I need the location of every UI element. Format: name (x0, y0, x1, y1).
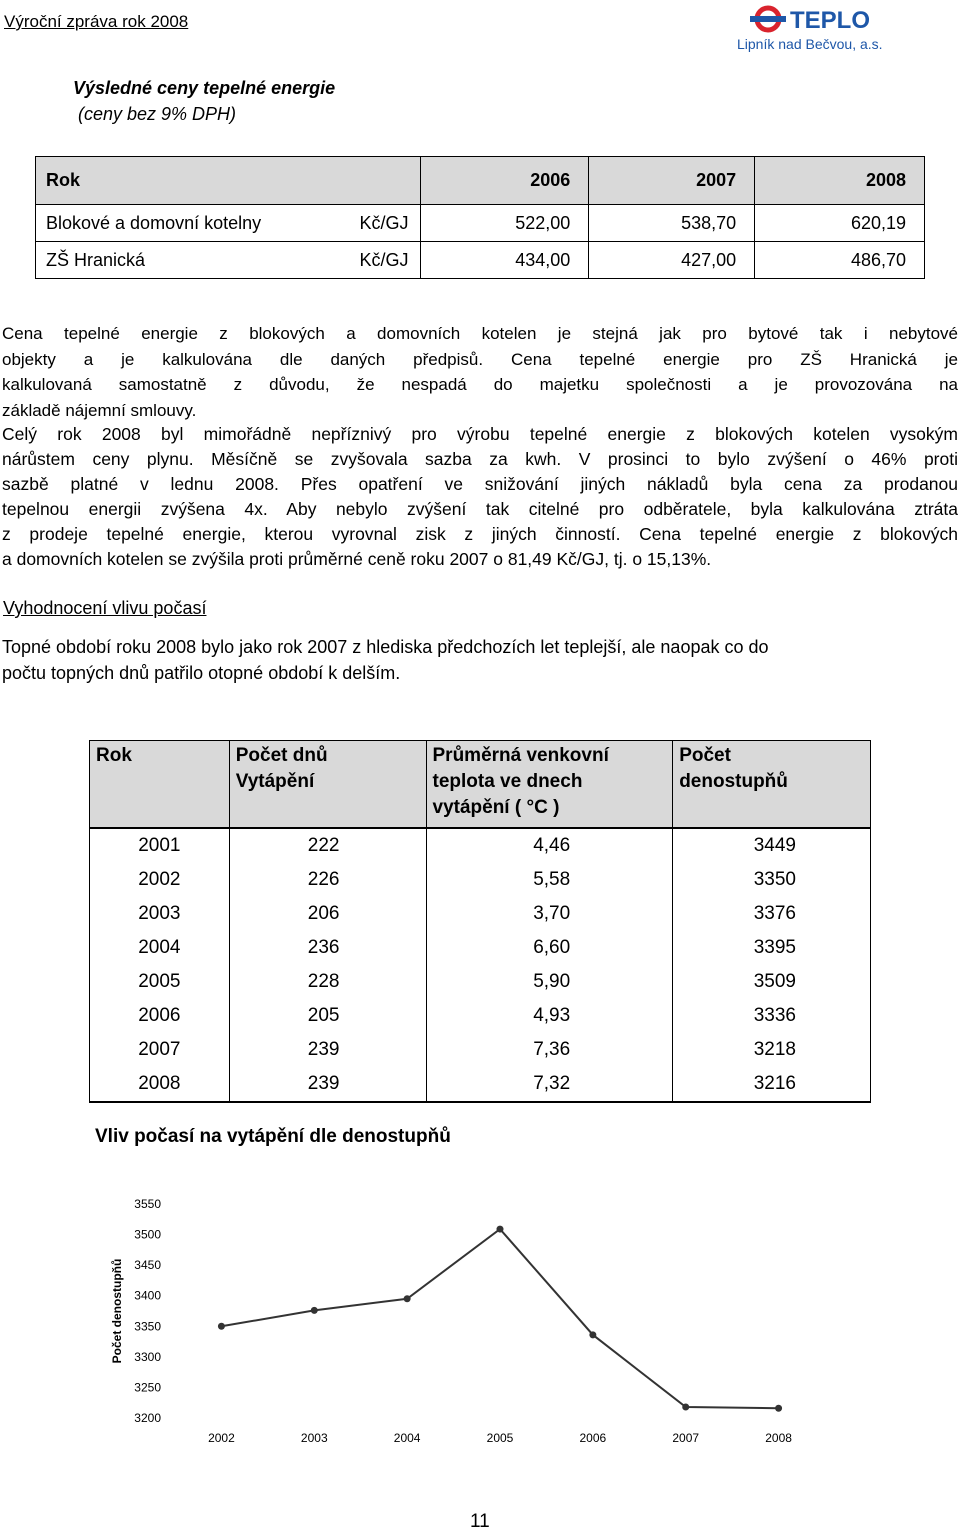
table-row (36, 242, 925, 279)
text-line: objekty a je kalkulována dle daných předpisů. Cena tepelné energie pro ZŠ Hranická je (2, 349, 958, 369)
days-cell: 228 (229, 965, 426, 999)
days-cell: 239 (229, 1033, 426, 1067)
data-point (682, 1403, 689, 1410)
days-cell: 205 (229, 999, 426, 1033)
y-tick-label: 3350 (134, 1319, 161, 1334)
header-line: Počet (679, 745, 731, 766)
degree-days-cell: 3509 (673, 965, 871, 999)
degree-days-cell: 3449 (673, 828, 871, 863)
x-tick-label: 2002 (208, 1431, 235, 1445)
text-line: Celý rok 2008 byl mimořádně nepříznivý pro výrobu tepelné energie z blokových kotelen vysokým (2, 424, 958, 444)
logo-text: TEPLO (790, 7, 871, 34)
degree-days-cell: 3336 (673, 999, 871, 1033)
text-line: sazbě platné v lednu 2008. Přes opatření ve snižování jiných nákladů byla cena za prodanou (2, 474, 958, 494)
days-cell: 236 (229, 931, 426, 965)
table-row (90, 965, 871, 999)
x-tick-label: 2004 (393, 1431, 421, 1445)
row-unit: Kč/GJ (359, 249, 409, 270)
text-line: Topné období roku 2008 bylo jako rok 2007 z hlediska předchozích let teplejší, ale naopak co do (2, 637, 769, 657)
year-cell: 2002 (90, 863, 230, 897)
table-cell: 427,00 (589, 242, 755, 279)
table-cell: 538,70 (589, 205, 755, 242)
degree-days-cell: 3350 (673, 863, 871, 897)
paragraph-pricing (2, 321, 958, 423)
header-line: Rok (96, 745, 132, 766)
series-line (221, 1229, 778, 1408)
text-line: nárůstem ceny plynu. Měsíčně se zvyšovala sazba za kwh. V prosinci to bylo zvýšení o 46% proti (2, 449, 958, 469)
header-line: Vytápění (235, 771, 315, 792)
weather-paragraph (2, 634, 769, 686)
data-point (775, 1405, 782, 1412)
section-title: Výsledné ceny tepelné energie (73, 78, 336, 98)
text-line: tepelnou energii zvýšena 4x. Aby nebylo zvýšení tak citelné pro odběratele, byla kalkulována ztráta (2, 499, 958, 519)
year-cell: 2001 (90, 828, 230, 863)
y-tick-label: 3450 (134, 1258, 161, 1273)
header-line: Počet dnů (235, 745, 328, 766)
y-tick-label: 3400 (134, 1288, 161, 1303)
text-line: počtu topných dnů patřilo otopné období k delším. (2, 663, 401, 683)
row-label-cell (36, 242, 421, 279)
text-line: Cena tepelné energie z blokových a domovních kotelen je stejná jak pro bytové tak i nebytové (2, 324, 958, 343)
company-logo (748, 4, 918, 34)
row-unit: Kč/GJ (359, 212, 409, 233)
x-tick-label: 2008 (765, 1431, 792, 1445)
header-line: teplota ve dnech (432, 771, 583, 792)
table-row (90, 897, 871, 931)
temperature-cell: 4,46 (426, 828, 673, 863)
year-cell: 2005 (90, 965, 230, 999)
degree-days-chart (95, 1190, 835, 1460)
header-cell (673, 741, 871, 829)
text-line: kalkulovaná samostatně z důvodu, že nespadá do majetku společnosti a je provozována na (2, 375, 958, 394)
page-number: 11 (470, 1511, 490, 1532)
price-table (35, 156, 925, 279)
days-cell: 222 (229, 828, 426, 863)
year-cell: 2004 (90, 931, 230, 965)
row-label: Blokové a domovní kotelny (46, 212, 262, 233)
degree-days-table (89, 740, 871, 1103)
company-name: Lipník nad Bečvou, a.s. (737, 36, 883, 52)
table-row (36, 205, 925, 242)
x-tick-label: 2003 (300, 1431, 328, 1445)
table-row (90, 931, 871, 965)
header-cell: 2006 (421, 157, 589, 205)
temperature-cell: 3,70 (426, 897, 673, 931)
days-cell: 239 (229, 1067, 426, 1102)
price-table-header (36, 157, 925, 205)
text-line: z prodeje tepelné energie, kterou vyrovnal zisk z jiných činností. Cena tepelné energie z blokových (2, 524, 958, 544)
table-cell: 620,19 (755, 205, 925, 242)
table-cell: 522,00 (421, 205, 589, 242)
temperature-cell: 4,93 (426, 999, 673, 1033)
table-row (90, 1067, 871, 1102)
data-point (497, 1226, 504, 1233)
days-cell: 226 (229, 863, 426, 897)
days-cell: 206 (229, 897, 426, 931)
section-subtitle: (ceny bez 9% DPH) (78, 104, 237, 124)
row-label: ZŠ Hranická (46, 249, 146, 270)
x-tick-label: 2006 (579, 1431, 607, 1445)
y-tick-label: 3200 (134, 1411, 161, 1425)
degree-days-cell: 3216 (673, 1067, 871, 1102)
temperature-cell: 7,36 (426, 1033, 673, 1067)
temperature-cell: 6,60 (426, 931, 673, 965)
header-cell: 2007 (589, 157, 755, 205)
header-line: denostupňů (679, 771, 788, 792)
text-line: základě nájemní smlouvy. (2, 400, 197, 420)
header-line: vytápění ( °C ) (432, 797, 560, 818)
header-cell (426, 741, 673, 829)
year-cell: 2008 (90, 1067, 230, 1102)
y-tick-label: 3500 (134, 1227, 161, 1242)
row-label-cell (36, 205, 421, 242)
degree-days-cell: 3376 (673, 897, 871, 931)
table-cell: 434,00 (421, 242, 589, 279)
header-cell: Rok (36, 157, 421, 205)
chart-title: Vliv počasí na vytápění dle denostupňů (95, 1126, 451, 1147)
header-cell (229, 741, 426, 829)
document-title: Výroční zpráva rok 2008 (4, 12, 189, 31)
x-tick-label: 2007 (672, 1431, 700, 1445)
table-row (90, 863, 871, 897)
x-tick-label: 2005 (486, 1431, 514, 1445)
table-row (90, 1033, 871, 1067)
data-point (218, 1323, 225, 1330)
degree-days-cell: 3395 (673, 931, 871, 965)
year-cell: 2007 (90, 1033, 230, 1067)
weather-heading: Vyhodnocení vlivu počasí (3, 598, 207, 618)
y-tick-label: 3300 (134, 1349, 161, 1364)
data-point (589, 1331, 596, 1338)
header-cell (90, 741, 230, 829)
y-tick-label: 3550 (134, 1197, 161, 1211)
y-axis-label: Počet denostupňů (110, 1258, 124, 1364)
year-cell: 2006 (90, 999, 230, 1033)
header-cell: 2008 (755, 157, 925, 205)
data-point (311, 1307, 318, 1314)
degree-days-header (90, 741, 871, 829)
degree-days-cell: 3218 (673, 1033, 871, 1067)
paragraph-year-2008 (2, 422, 958, 572)
table-row (90, 828, 871, 863)
temperature-cell: 5,58 (426, 863, 673, 897)
text-line: a domovních kotelen se zvýšila proti průměrné ceně roku 2007 o 81,49 Kč/GJ, tj. o 15,13%. (2, 549, 712, 569)
data-point (404, 1295, 411, 1302)
y-tick-label: 3250 (134, 1380, 161, 1395)
temperature-cell: 5,90 (426, 965, 673, 999)
year-cell: 2003 (90, 897, 230, 931)
table-cell: 486,70 (755, 242, 925, 279)
table-row (90, 999, 871, 1033)
temperature-cell: 7,32 (426, 1067, 673, 1102)
header-line: Průměrná venkovní (432, 745, 609, 766)
